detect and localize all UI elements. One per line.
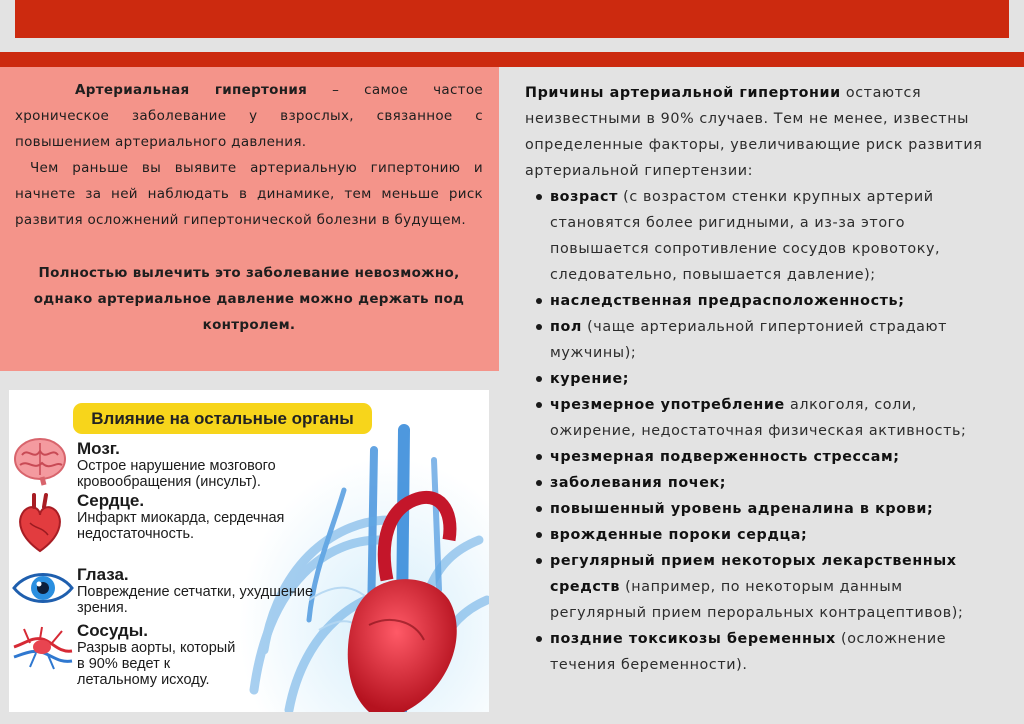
cause-detail: (чаще артериальной гипертонией страдают мужчины); xyxy=(550,319,948,361)
cause-item xyxy=(550,626,1000,678)
infographic-title: Влияние на остальные органы xyxy=(73,403,372,434)
organ-description: Повреждение сетчатки, ухудшение зрения. xyxy=(77,584,314,616)
cause-title: чрезмерная подверженность стрессам; xyxy=(550,449,900,465)
cause-detail: (с возрастом стенки крупных артерий становятся более ригидными, а из-за этого повышается сопротивление сосудов кровотоку, следовательно, повышается давление); xyxy=(550,189,941,283)
causes-section xyxy=(525,80,1000,678)
brain-icon xyxy=(12,435,68,487)
cause-item xyxy=(550,548,1000,626)
cause-detail: алкоголя, соли, ожирение, недостаточная физическая активность; xyxy=(550,397,967,439)
organ-name: Сосуды. xyxy=(77,621,148,640)
organ-eyes xyxy=(77,565,327,616)
intro-paragraph: Чем раньше вы выявите артериальную гипертонию и начнете за ней наблюдать в динамике, тем меньше риск развития осложнений гипертонической болезни в будущем. xyxy=(15,160,483,228)
intro-definition xyxy=(15,77,483,155)
causes-list xyxy=(525,184,1000,678)
organ-description: Разрыв аорты, который в 90% ведет к летальному исходу. xyxy=(77,640,236,688)
cause-item xyxy=(550,444,1000,470)
organ-brain xyxy=(77,439,327,490)
cause-item xyxy=(550,522,1000,548)
cause-title: заболевания почек; xyxy=(550,475,727,491)
causes-intro xyxy=(525,80,1000,184)
cause-title: возраст xyxy=(550,189,619,205)
cause-item xyxy=(550,366,1000,392)
cause-title: пол xyxy=(550,319,582,335)
cause-title: курение; xyxy=(550,371,630,387)
organ-name: Мозг. xyxy=(77,439,120,458)
causes-heading: Причины артериальной гипертонии xyxy=(525,85,841,101)
organs-infographic xyxy=(9,390,489,712)
vessels-icon xyxy=(12,623,74,671)
organ-vessels xyxy=(77,621,327,688)
organ-name: Глаза. xyxy=(77,565,129,584)
accent-band xyxy=(0,52,1024,67)
eye-icon xyxy=(12,568,74,608)
cause-title: наследственная предрасположенность; xyxy=(550,293,905,309)
cause-detail: (например, по некоторым данным регулярный прием пероральных контрацептивов); xyxy=(550,579,964,621)
top-banner xyxy=(15,0,1009,38)
intro-definition-text: – самое частое хроническое заболевание у взрослых, связанное с повышением артериального давления. xyxy=(15,82,484,150)
cause-title: регулярный прием некоторых лекарственных средств xyxy=(550,553,957,595)
organ-description: Острое нарушение мозгового кровообращения (инсульт). xyxy=(77,458,276,490)
causes-intro-text: остаются неизвестными в 90% случаев. Тем не менее, известны определенные факторы, увеличивающие риск развития артериальной гипертензии: xyxy=(525,85,983,179)
cause-title: повышенный уровень адреналина в крови; xyxy=(550,501,934,517)
cause-item xyxy=(550,470,1000,496)
cause-item xyxy=(550,288,1000,314)
intro-conclusion: Полностью вылечить это заболевание невозможно, однако артериальное давление можно держать под контролем. xyxy=(33,265,465,333)
cause-item xyxy=(550,392,1000,444)
intro-term: Артериальная гипертония xyxy=(75,82,308,98)
cause-detail: (осложнение течения беременности). xyxy=(550,631,947,673)
cause-item xyxy=(550,496,1000,522)
heart-icon xyxy=(12,493,68,555)
organ-description: Инфаркт миокарда, сердечная недостаточность. xyxy=(77,510,285,542)
intro-block xyxy=(0,67,499,371)
organ-name: Сердце. xyxy=(77,491,145,510)
cause-title: чрезмерное употребление xyxy=(550,397,785,413)
organ-heart xyxy=(77,491,327,542)
cause-title: поздние токсикозы беременных xyxy=(550,631,836,647)
cause-item xyxy=(550,314,1000,366)
cause-title: врожденные пороки сердца; xyxy=(550,527,808,543)
cause-item xyxy=(550,184,1000,288)
